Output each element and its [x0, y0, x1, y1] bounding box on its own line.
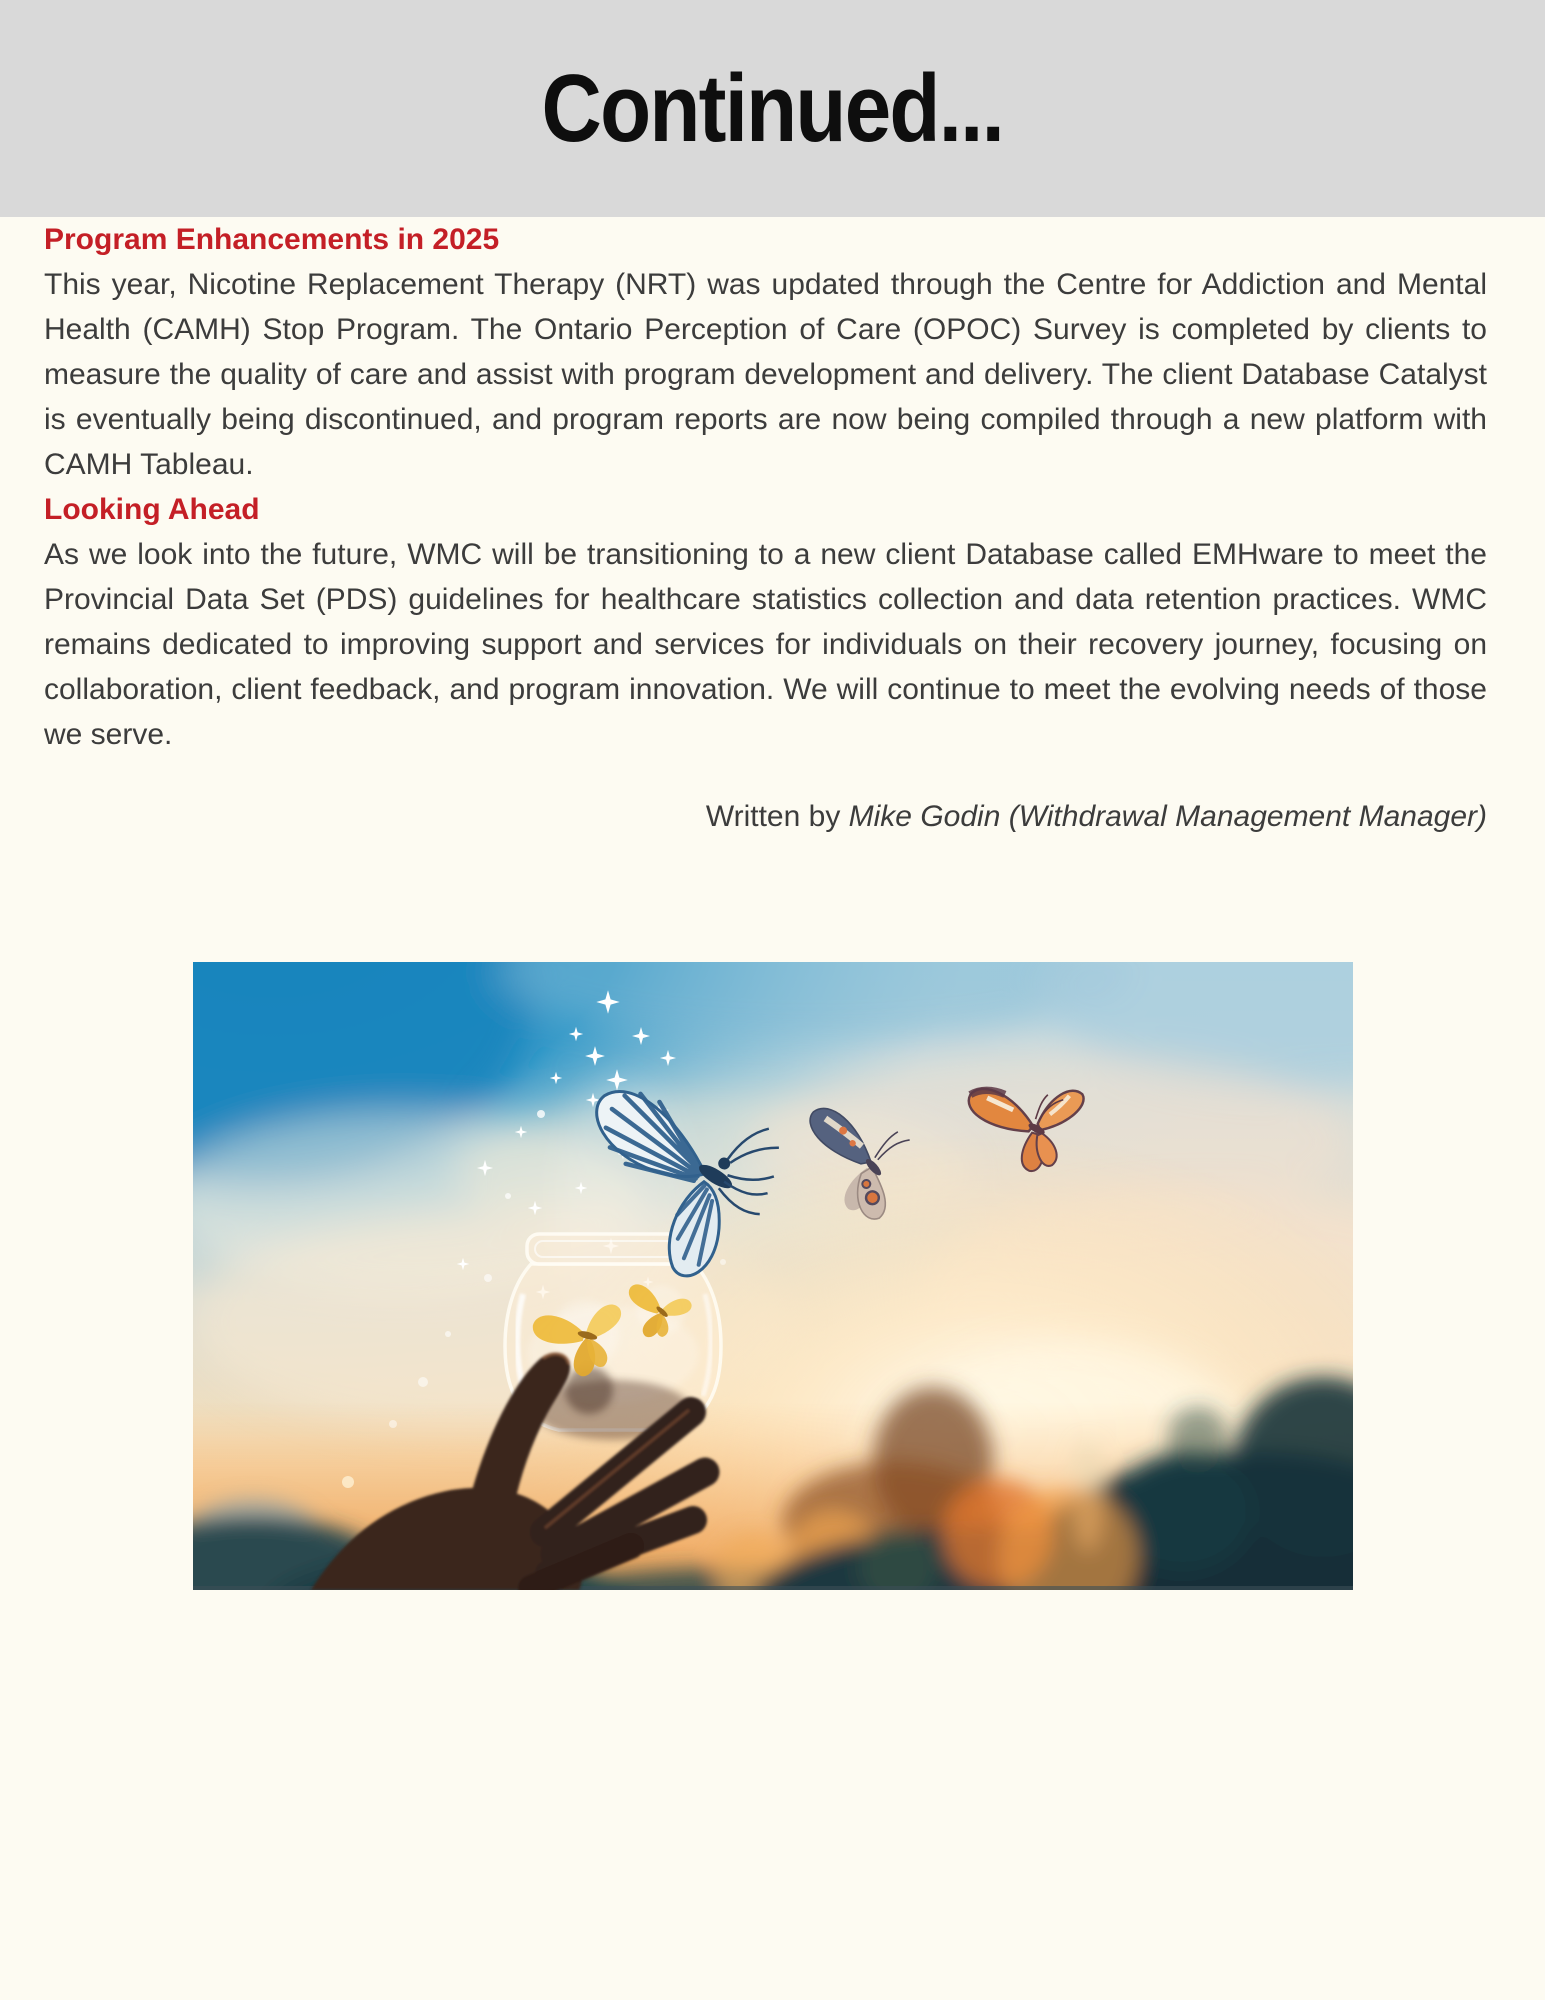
byline-prefix: Written by [705, 800, 849, 833]
page-title: Continued... [541, 54, 1004, 162]
byline-author: Mike Godin (Withdrawal Management Manager) [848, 800, 1487, 833]
photo-butterflies-jar [193, 962, 1353, 1590]
header-band [0, 0, 1545, 217]
section-body-looking-ahead: As we look into the future, WMC will be transitioning to a new client Database called EMHware to meet the Provincial Data Set (PDS) guidelines for healthcare statistics collection and data retention practices. WMC remains dedicated to improving support and services for individuals on their recovery journey, focusing on collaboration, client feedback, and program innovation. We will continue to meet the evolving needs of those we serve. [44, 538, 1487, 751]
section-body-program-enhancements: This year, Nicotine Replacement Therapy (NRT) was updated through the Centre for Addiction and Mental Health (CAMH) Stop Program. The Ontario Perception of Care (OPOC) Survey is completed by clients to measure the quality of care and assist with program development and delivery. The client Database Catalyst is eventually being discontinued, and program reports are now being compiled through a new platform with CAMH Tableau. [44, 268, 1487, 481]
byline [44, 794, 1487, 839]
photo-illustration [193, 962, 1353, 1590]
article-content [0, 217, 1545, 839]
section-heading-looking-ahead: Looking Ahead [44, 493, 260, 526]
section-heading-program-enhancements: Program Enhancements in 2025 [44, 223, 500, 256]
